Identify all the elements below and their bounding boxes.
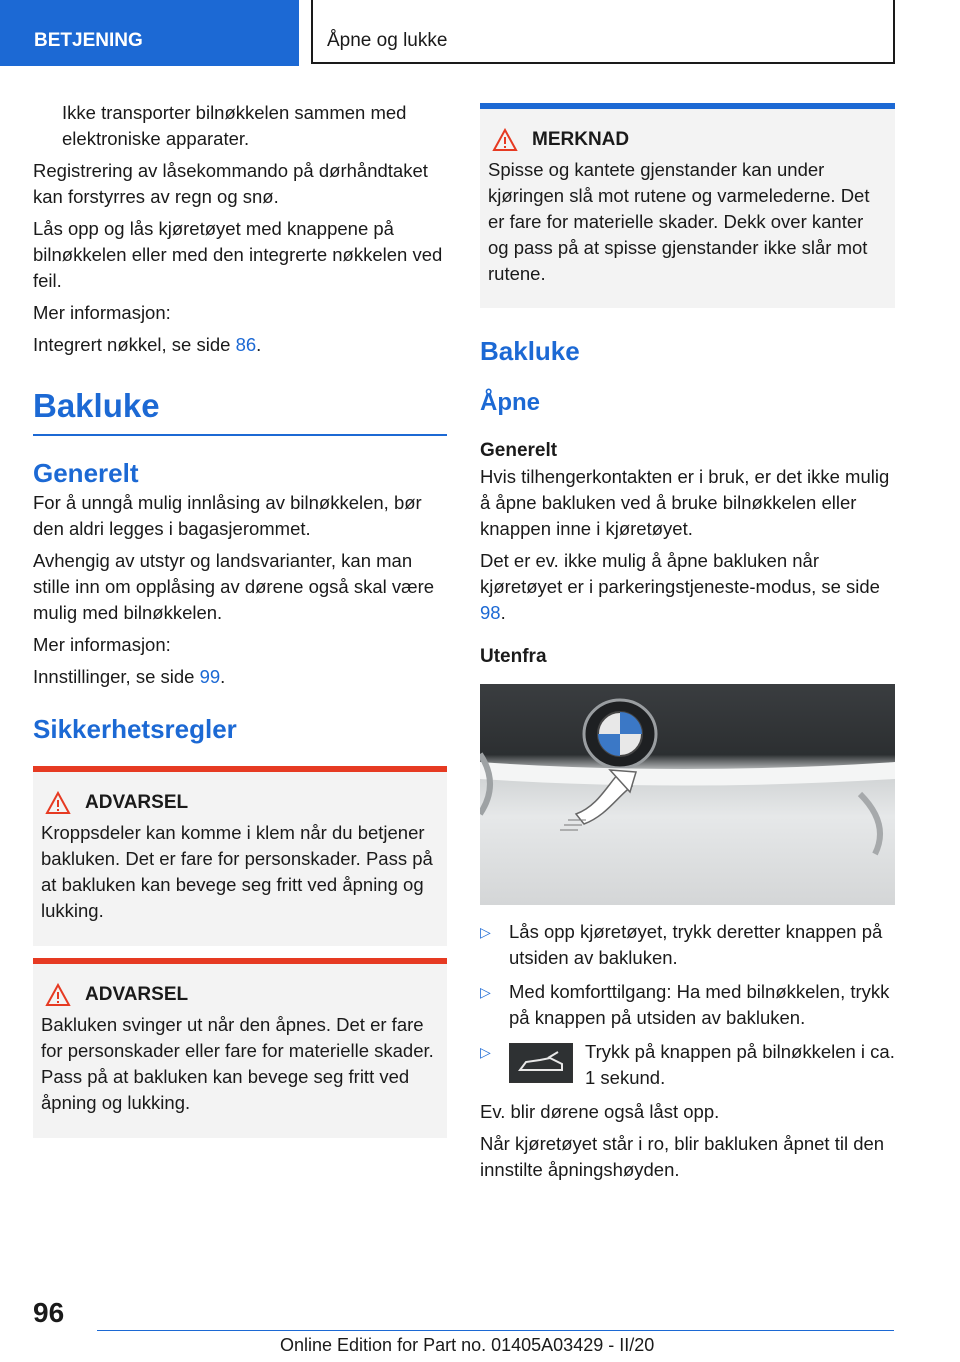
paragraph — [33, 664, 447, 690]
xref-text: Det er ev. ikke mulig å åpne bakluken når kjøretøyet er i parkeringstjeneste-modus, se side — [480, 550, 880, 597]
tailgate-key-button-icon — [509, 1043, 573, 1083]
subheading: Sikkerhetsregler — [33, 714, 237, 744]
paragraph: Registrering av låsekommando på dørhåndtaket kan forstyrres av regn og snø. — [33, 160, 428, 207]
intro-indent: Ikke transporter bilnøkkelen sammen med elektroniske apparater. — [62, 102, 407, 149]
paragraph: Hvis tilhengerkontakten er i bruk, er det ikke mulig å åpne bakluken ved å bruke bilnøkkelen eller knappen inne i kjøretøyet. — [480, 466, 890, 539]
paragraph: Når kjøretøyet står i ro, blir bakluken åpnet til den innstilte åpningshøyden. — [480, 1133, 885, 1180]
list-item — [480, 1039, 895, 1091]
warning-triangle-icon — [45, 983, 71, 1007]
paragraph: Mer informasjon: — [33, 634, 171, 655]
section-heading: Bakluke — [33, 387, 160, 424]
note-title-row — [488, 127, 887, 153]
warning-triangle-icon — [45, 791, 71, 815]
warning-title-row — [41, 790, 439, 816]
paragraph: Avhengig av utstyr og landsvarianter, kan man stille inn om opplåsing av dørene også skal være mulig med bilnøkkelen. — [33, 550, 435, 623]
footer-rule — [97, 1330, 894, 1331]
note-title: MERKNAD — [532, 129, 630, 150]
note-text: Spisse og kantete gjenstander kan under kjøringen slå mot rutene og varmelederne. Det er fare for materielle skader. Dekk over kanter og pass på at spisse gjenstander ikke slår mot rutene. — [488, 159, 870, 284]
punct: . — [500, 602, 506, 623]
list-item-text: Lås opp kjøretøyet, trykk deretter knappen på utsiden av bakluken. — [509, 921, 883, 968]
subheading: Åpne — [480, 389, 540, 416]
page-link[interactable]: 98 — [480, 602, 501, 623]
chapter-tab — [311, 0, 895, 64]
paragraph — [33, 332, 447, 358]
right-column — [480, 103, 895, 1189]
subheading: Generelt — [33, 458, 139, 488]
punct: . — [220, 666, 226, 687]
tailgate-photo — [480, 684, 895, 905]
warning-text: Bakluken svinger ut når den åpnes. Det er fare for personskader eller fare for materielle skader. Pass på at bakluken kan bevege seg fritt ved åpning og lukking. — [41, 1014, 434, 1113]
warning-box — [33, 766, 447, 946]
page-link[interactable]: 99 — [199, 666, 221, 687]
paragraph: For å unngå mulig innlåsing av bilnøkkelen, bør den aldri legges i bagasjerommet. — [33, 492, 422, 539]
xref-text: Innstillinger, se side — [33, 666, 200, 687]
triangle-bullet-icon: ▷ — [480, 924, 491, 940]
section-tab — [0, 0, 299, 66]
minor-heading: Generelt — [480, 440, 558, 461]
warning-title: ADVARSEL — [85, 792, 189, 813]
page-link[interactable]: 86 — [235, 334, 257, 355]
list-item — [480, 919, 895, 971]
page-number: 96 — [33, 1297, 65, 1328]
warning-title-row — [41, 982, 439, 1008]
left-column — [33, 100, 447, 1138]
triangle-bullet-icon: ▷ — [480, 984, 491, 1000]
section-title: BETJENING — [34, 30, 143, 51]
punct: . — [256, 334, 262, 355]
paragraph: Mer informasjon: — [33, 302, 171, 323]
list-item-text: Trykk på knappen på bilnøkkelen i ca. 1 sekund. — [585, 1041, 895, 1088]
warning-box — [33, 958, 447, 1138]
step-list — [480, 919, 895, 1091]
list-item — [480, 979, 895, 1031]
note-box — [480, 103, 895, 308]
section-heading: Bakluke — [480, 336, 580, 366]
chapter-title: Åpne og lukke — [327, 30, 448, 51]
minor-heading: Utenfra — [480, 646, 547, 667]
paragraph: Lås opp og lås kjøretøyet med knappene på bilnøkkelen eller med den integrerte nøkkelen ved feil. — [33, 218, 443, 291]
paragraph — [480, 548, 895, 626]
xref-text: Integrert nøkkel, se side — [33, 334, 236, 355]
note-triangle-icon — [492, 128, 518, 152]
heading-rule — [33, 386, 447, 436]
triangle-bullet-icon: ▷ — [480, 1044, 491, 1060]
tailgate-illustration — [480, 684, 895, 905]
warning-text: Kroppsdeler kan komme i klem når du betjener bakluken. Det er fare for personskader. Pass på at bakluken kan bevege seg fritt ved åpning og lukking. — [41, 822, 433, 921]
edition-text: Online Edition for Part no. 01405A03429 - II/20 — [280, 1335, 655, 1355]
paragraph: Ev. blir dørene også låst opp. — [480, 1101, 720, 1122]
warning-title: ADVARSEL — [85, 984, 189, 1005]
list-item-text: Med komforttilgang: Ha med bilnøkkelen, trykk på knappen på utsiden av bakluken. — [509, 981, 890, 1028]
